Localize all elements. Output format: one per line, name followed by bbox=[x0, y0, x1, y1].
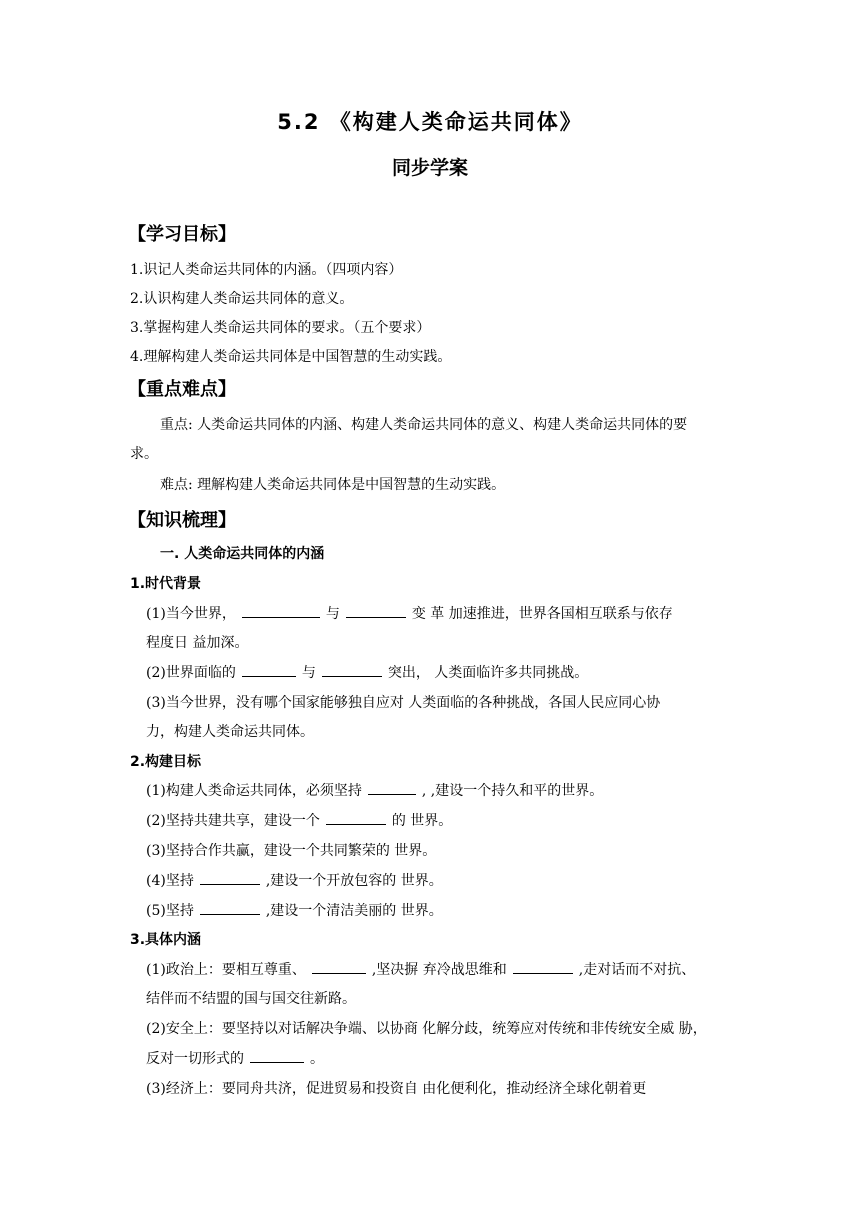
fill-blank[interactable] bbox=[200, 900, 260, 915]
bg-line-1: (1)当今世界， 与 变 革 加速推进，世界各国相互联系与依存 bbox=[146, 603, 673, 623]
goal-line-2: (2)坚持共建共享，建设一个 的 世界。 bbox=[146, 810, 452, 830]
bg-line-2: (2)世界面临的 与 突出， 人类面临许多共同挑战。 bbox=[146, 662, 588, 682]
fill-blank[interactable] bbox=[200, 870, 260, 885]
goal-item-3: 3.掌握构建人类命运共同体的要求。（五个要求） bbox=[130, 320, 431, 336]
knowledge-heading: 【知识梳理】 bbox=[128, 510, 236, 531]
page-title: 5.2 《构建人类命运共同体》 bbox=[277, 110, 583, 134]
goal-item-2: 2.认识构建人类命运共同体的意义。 bbox=[130, 291, 354, 307]
content-line-2-cont: 反对一切形式的 。 bbox=[146, 1048, 324, 1068]
content-line-2: (2)安全上：要坚持以对话解决争端、以协商 化解分歧，统筹应对传统和非传统安全威 胁， bbox=[146, 1021, 707, 1037]
fill-blank[interactable] bbox=[326, 810, 386, 825]
goal-line-4: (4)坚持 ,建设一个开放包容的 世界。 bbox=[146, 870, 443, 890]
goal-title: 2.构建目标 bbox=[130, 754, 202, 770]
focus-line-a: 重点: 人类命运共同体的内涵、构建人类命运共同体的意义、构建人类命运共同体的要 bbox=[160, 417, 688, 433]
goal-line-5: (5)坚持 ,建设一个清洁美丽的 世界。 bbox=[146, 900, 443, 920]
goal-line-1: (1)构建人类命运共同体，必须坚持 , ,建设一个持久和平的世界。 bbox=[146, 780, 603, 800]
bg-line-3: (3)当今世界，没有哪个国家能够独自应对 人类面临的各种挑战，各国人民应同心协 bbox=[146, 695, 661, 711]
fill-blank[interactable] bbox=[312, 959, 366, 974]
goal-item-4: 4.理解构建人类命运共同体是中国智慧的生动实践。 bbox=[130, 349, 452, 365]
fill-blank[interactable] bbox=[250, 1048, 304, 1063]
goal-line-3: (3)坚持合作共赢，建设一个共同繁荣的 世界。 bbox=[146, 843, 437, 859]
fill-blank[interactable] bbox=[346, 603, 406, 618]
bg-line-1-cont: 程度日 益加深。 bbox=[146, 635, 249, 651]
page-subtitle: 同步学案 bbox=[391, 157, 468, 179]
section-1-title: 一. 人类命运共同体的内涵 bbox=[160, 546, 325, 562]
content-line-3: (3)经济上：要同舟共济，促进贸易和投资自 由化便利化，推动经济全球化朝着更 bbox=[146, 1081, 647, 1097]
bg-line-3-cont: 力，构建人类命运共同体。 bbox=[146, 724, 314, 740]
difficulty-line: 难点: 理解构建人类命运共同体是中国智慧的生动实践。 bbox=[160, 477, 506, 493]
goals-heading: 【学习目标】 bbox=[128, 224, 236, 245]
goal-item-1: 1.识记人类命运共同体的内涵。（四项内容） bbox=[130, 262, 403, 278]
fill-blank[interactable] bbox=[242, 603, 320, 618]
key-heading: 【重点难点】 bbox=[128, 379, 236, 400]
focus-line-b: 求。 bbox=[130, 446, 158, 462]
fill-blank[interactable] bbox=[242, 662, 296, 677]
content-line-1: (1)政治上：要相互尊重、 ,坚决摒 弃冷战思维和 ,走对话而不对抗、 bbox=[146, 959, 695, 979]
fill-blank[interactable] bbox=[322, 662, 382, 677]
content-title: 3.具体内涵 bbox=[130, 932, 202, 948]
content-line-1-cont: 结伴而不结盟的国与国交往新路。 bbox=[146, 991, 356, 1007]
fill-blank[interactable] bbox=[368, 780, 416, 795]
fill-blank[interactable] bbox=[513, 959, 573, 974]
bg-title: 1.时代背景 bbox=[130, 576, 202, 592]
